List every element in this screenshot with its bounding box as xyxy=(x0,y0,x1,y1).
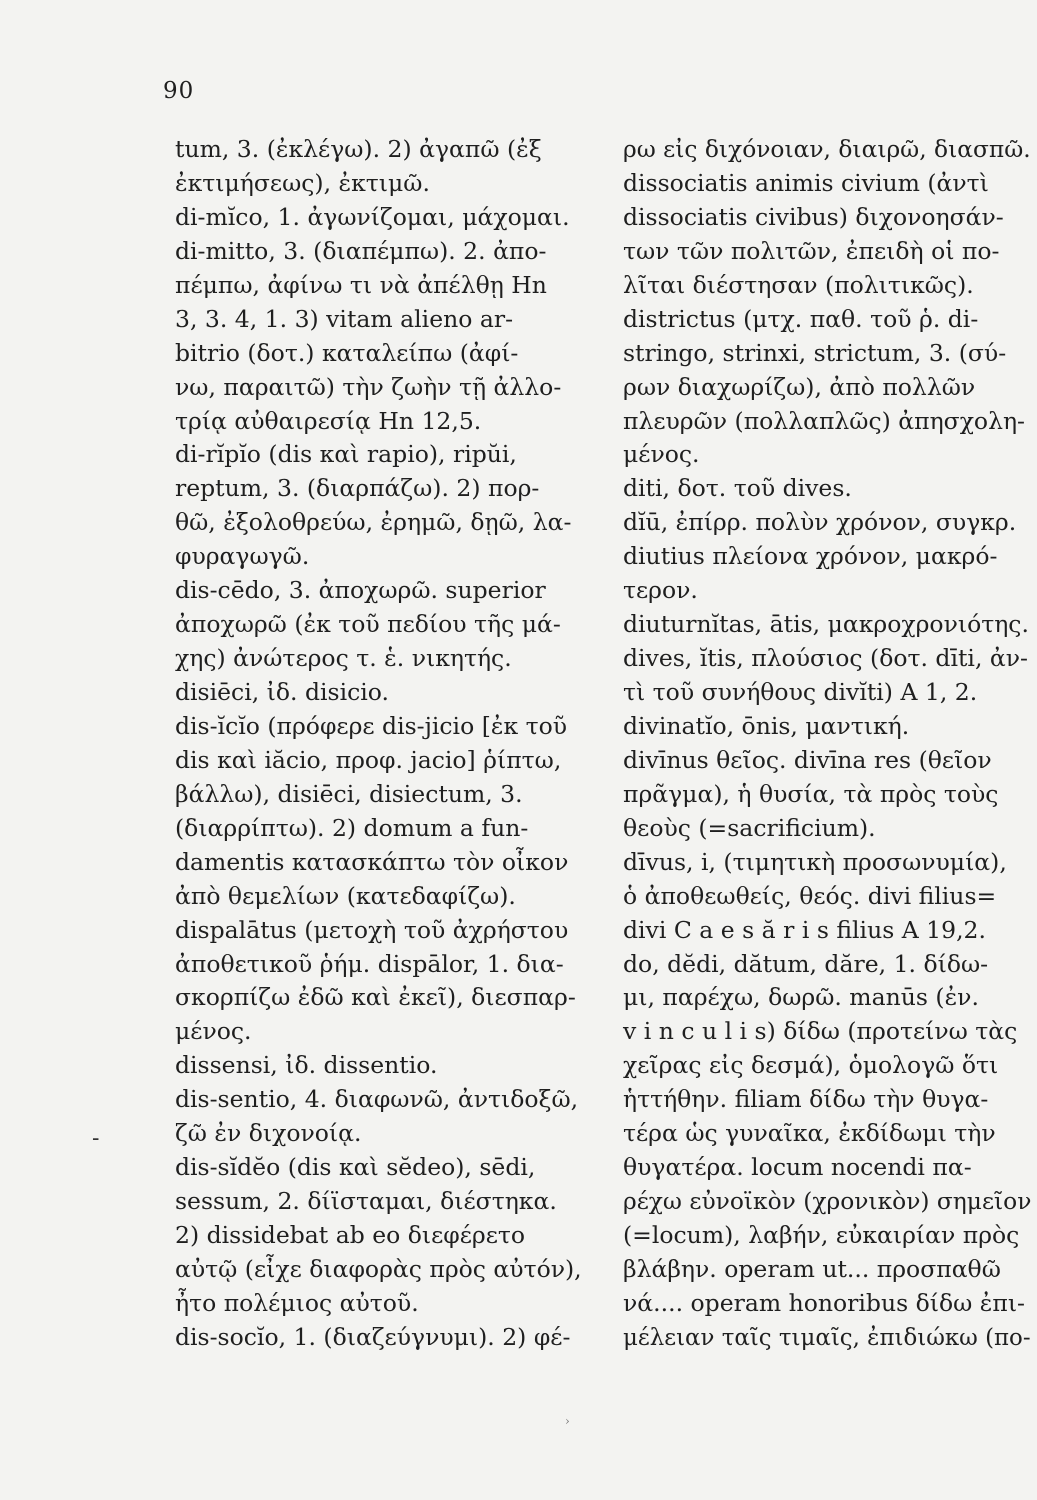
dictionary-line: (=locum), λαβήν, εὐκαιρίαν πρὸς xyxy=(623,1221,1020,1249)
dictionary-line: divīnus θεῖος. divīna res (θεῖον xyxy=(623,745,992,774)
dictionary-line: ἀπὸ θεμελίων (κατεδαφίζω). xyxy=(175,881,516,910)
dictionary-line: do, dĕdi, dătum, dăre, 1. δίδω- xyxy=(623,949,989,978)
dictionary-line: districtus (μτχ. παθ. τοῦ ῥ. di- xyxy=(623,304,979,333)
dictionary-line: dĭū, ἐπίρρ. πολὺν χρόνον, συγκρ. xyxy=(623,508,1017,537)
dictionary-line: ἦτο πολέμιος αὐτοῦ. xyxy=(175,1288,419,1317)
dictionary-line: μένος. xyxy=(623,440,700,469)
dictionary-line: τερον. xyxy=(623,576,698,605)
dictionary-line: ρω εἰς διχόνοιαν, διαιρῶ, διασπῶ. xyxy=(623,135,1031,163)
dictionary-line: ρων διαχωρίζω), ἀπὸ πολλῶν xyxy=(623,372,976,401)
dictionary-line: ἀποθετικοῦ ῥήμ. dispālor, 1. δια- xyxy=(175,949,564,978)
dictionary-line: dis-sĭdĕo (dis καὶ sĕdeo), sēdi, xyxy=(175,1153,536,1182)
dictionary-line: di-mĭco, 1. ἀγωνίζομαι, μάχομαι. xyxy=(175,202,570,231)
dictionary-line: θεοὺς (=sacrificium). xyxy=(623,813,876,842)
dictionary-line: πλευρῶν (πολλαπλῶς) ἀπησχολη- xyxy=(623,406,1025,435)
dictionary-line: dis-socĭo, 1. (διαζεύγνυμι). 2) φέ- xyxy=(175,1322,571,1351)
dictionary-line: χεῖρας εἰς δεσμά), ὁμολογῶ ὅτι xyxy=(623,1051,999,1080)
dictionary-line: ἐκτιμήσεως), ἐκτιμῶ. xyxy=(175,168,430,197)
dictionary-line: tum, 3. (ἐκλέγω). 2) ἀγαπῶ (ἐξ xyxy=(175,135,542,163)
dictionary-line: μένος. xyxy=(175,1017,252,1046)
page-number: 90 xyxy=(163,78,195,104)
dictionary-line: νά.... operam honoribus δίδω ἐπι- xyxy=(623,1288,1025,1317)
left-column xyxy=(175,133,582,1355)
dictionary-line: ἀποχωρῶ (ἐκ τοῦ πεδίου τῆς μά- xyxy=(175,610,561,639)
dictionary-line: reptum, 3. (διαρπάζω). 2) πορ- xyxy=(175,474,540,503)
dictionary-line: di-rĭpĭo (dis καὶ rapio), ripŭi, xyxy=(175,440,517,469)
dictionary-line: νω, παραιτῶ) τὴν ζωὴν τῇ ἀλλο- xyxy=(175,372,562,401)
dictionary-line: dissensi, ἰδ. dissentio. xyxy=(175,1051,438,1080)
dictionary-line: disiēci, ἰδ. disicio. xyxy=(175,678,389,706)
dictionary-line: sessum, 2. δίϊσταμαι, διέστηκα. xyxy=(175,1187,557,1216)
dictionary-line: di-mitto, 3. (διαπέμπω). 2. ἀπο- xyxy=(175,236,547,265)
dictionary-line: τρίᾳ αὐθαιρεσίᾳ Hn 12,5. xyxy=(175,406,482,435)
dictionary-line: βάλλω), disiēci, disiectum, 3. xyxy=(175,779,523,808)
dictionary-line: damentis κατασκάπτω τὸν οἶκον xyxy=(175,847,569,876)
dictionary-line: τέρα ὡς γυναῖκα, ἐκδίδωμι τὴν xyxy=(623,1119,996,1148)
dictionary-line: φυραγωγῶ. xyxy=(175,542,310,571)
footer-mark: › xyxy=(565,1414,570,1428)
margin-mark: - xyxy=(92,1126,100,1151)
dictionary-line: ἡττήθην. filiam δίδω τὴν θυγα- xyxy=(623,1085,989,1114)
dictionary-line: divi C a e s ă r i s filius A 19,2. xyxy=(623,915,986,944)
dictionary-line: ζῶ ἐν διχονοίᾳ. xyxy=(175,1119,362,1148)
dictionary-line: (διαρρίπτω). 2) domum a fun- xyxy=(175,813,529,842)
dictionary-line: stringo, strinxi, strictum, 3. (σύ- xyxy=(623,338,1007,367)
dictionary-line: σκορπίζω ἐδῶ καὶ ἐκεῖ), διεσπαρ- xyxy=(175,983,576,1012)
dictionary-line: dis-sentio, 4. διαφωνῶ, ἀντιδοξῶ, xyxy=(175,1085,579,1114)
dictionary-line: αὐτῷ (εἶχε διαφορὰς πρὸς αὐτόν), xyxy=(175,1254,582,1283)
dictionary-line: θῶ, ἐξολοθρεύω, ἐρημῶ, δῃῶ, λα- xyxy=(175,508,572,537)
dictionary-line: diutius πλείονα χρόνον, μακρό- xyxy=(623,542,998,571)
dictionary-line: χης) ἀνώτερος τ. ἑ. νικητής. xyxy=(175,644,512,673)
dictionary-line: ὁ ἀποθεωθείς, θεός. divi filius= xyxy=(623,881,997,910)
dictionary-line: v i n c u l i s) δίδω (προτείνω τὰς xyxy=(623,1017,1018,1046)
dictionary-line: τὶ τοῦ συνήθους divĭti) A 1, 2. xyxy=(623,678,978,706)
dictionary-line: dissociatis civibus) διχονοησάν- xyxy=(623,202,1004,231)
dictionary-line: λῖται διέστησαν (πολιτικῶς). xyxy=(623,270,974,299)
dictionary-line: diuturnĭtas, ātis, μακροχρονιότης. xyxy=(623,610,1029,639)
dictionary-line: dis καὶ iăcio, προφ. jacio] ῥίπτω, xyxy=(175,745,562,774)
dictionary-line: dis-ĭcĭo (πρόφερε dis-jicio [ἐκ τοῦ xyxy=(175,711,568,740)
dictionary-line: divinatĭo, ōnis, μαντική. xyxy=(623,711,910,740)
dictionary-line: dissociatis animis civium (ἀντὶ xyxy=(623,168,989,197)
dictionary-line: πρᾶγμα), ἡ θυσία, τὰ πρὸς τοὺς xyxy=(623,779,999,808)
dictionary-line: των τῶν πολιτῶν, ἐπειδὴ οἱ πο- xyxy=(623,236,1000,265)
dictionary-line: bitrio (δοτ.) καταλείπω (ἀφί- xyxy=(175,338,519,367)
dictionary-line: πέμπω, ἀφίνω τι νὰ ἀπέλθῃ Hn xyxy=(175,270,547,299)
dictionary-line: diti, δοτ. τοῦ dives. xyxy=(623,474,852,503)
dictionary-line: ρέχω εὐνοϊκὸν (χρονικὸν) σημεῖον xyxy=(623,1187,1032,1216)
dictionary-line: dis-cēdo, 3. ἀποχωρῶ. superior xyxy=(175,576,546,605)
dictionary-line: θυγατέρα. locum nocendi πα- xyxy=(623,1153,972,1182)
dictionary-line: βλάβην. operam ut... προσπαθῶ xyxy=(623,1254,1001,1283)
dictionary-line: 3, 3. 4, 1. 3) vitam alieno ar- xyxy=(175,304,514,333)
right-column xyxy=(623,133,1037,1355)
dictionary-line: μι, παρέχω, δωρῶ. manūs (ἐν. xyxy=(623,983,979,1012)
dictionary-line: dīvus, i, (τιμητικὴ προσωνυμία), xyxy=(623,847,1007,876)
dictionary-line: dispalātus (μετοχὴ τοῦ ἀχρήστου xyxy=(175,915,569,944)
dictionary-line: 2) dissidebat ab eo διεφέρετο xyxy=(175,1221,526,1249)
dictionary-line: μέλειαν ταῖς τιμαῖς, ἐπιδιώκω (πο- xyxy=(623,1322,1031,1351)
dictionary-line: dives, ĭtis, πλούσιος (δοτ. dīti, ἀν- xyxy=(623,644,1028,673)
